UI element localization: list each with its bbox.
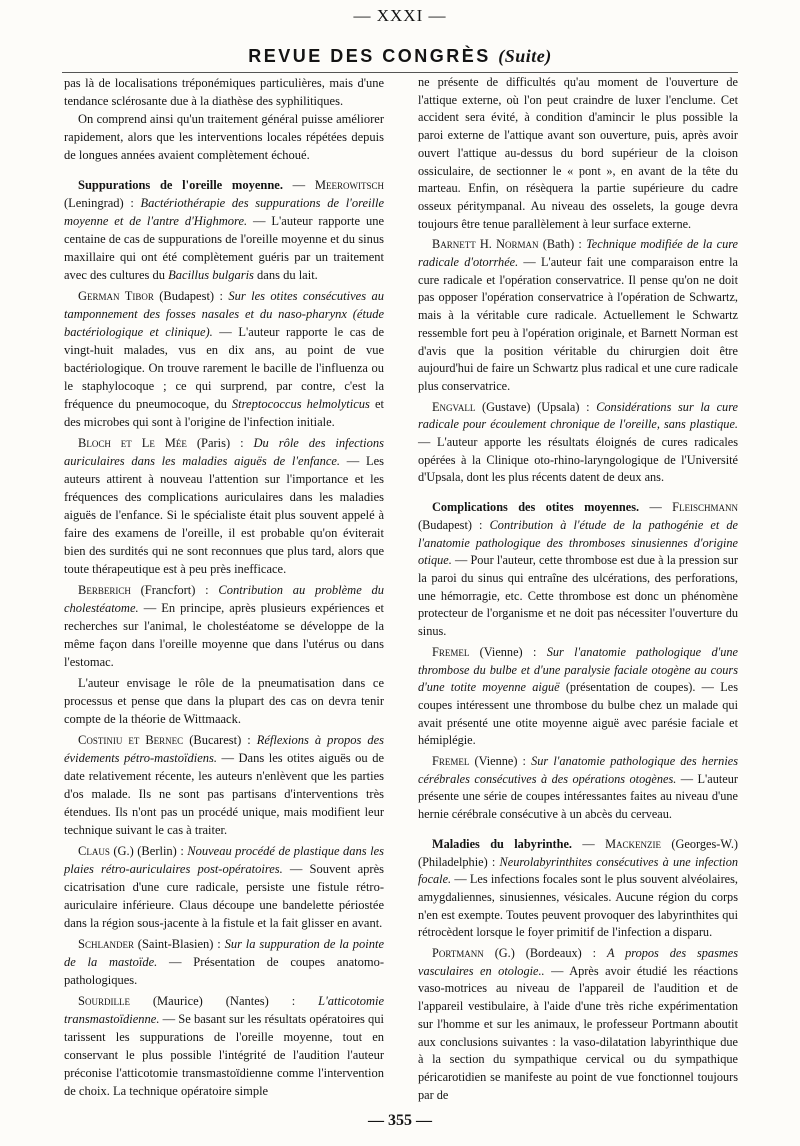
location: (Leningrad) : <box>64 196 141 210</box>
article-title: Sur l'anatomie pathologique d'une thrombose du bulbe et d'une paralysie faciale otogène au cours d'une totite moyenne aiguë <box>418 644 738 695</box>
author: Costiniu et Bernec <box>78 733 184 747</box>
location: (Bucarest) : <box>183 733 257 747</box>
abstract-entry <box>64 731 384 839</box>
abstract-entry <box>418 399 738 488</box>
article-title: Sur l'anatomie pathologique des hernies cérébrales consécutives à des opérations otogènes. <box>418 754 738 786</box>
section-heading: Suppurations de l'oreille moyenne. <box>78 178 283 192</box>
location: (Budapest) : <box>418 517 490 532</box>
page-number: — 355 — <box>368 1112 432 1129</box>
abstract-entry <box>64 842 384 932</box>
author: Schlander <box>78 937 134 951</box>
paragraph: On comprend ainsi qu'un traitement général puisse améliorer rapidement, alors que les interventions locales répétées depuis de longues années avaient complètement échoué. <box>64 112 384 162</box>
location: (Vienne) : <box>469 754 532 769</box>
header-rule <box>62 72 738 73</box>
location: (Francfort) : <box>130 583 219 597</box>
article-title: Neurolabyrinthites consécutives à une infection focale. <box>418 854 738 887</box>
section-number: — XXXI — <box>353 6 447 25</box>
section-heading: Maladies du labyrinthe. <box>432 836 572 851</box>
abstract-body: — Dans les otites aiguës ou de date relativement récente, les auteurs n'enlèvent que les parties d'os malade. Ils ne sont pas partisans d'interventions très étendues. Ils n'ont pas un procédé unique, mais modifient leur technique suivant le cas à traiter. <box>64 751 384 837</box>
article-title: Bactériothérapie des suppurations de l'oreille moyenne et de l'antre d'Highmore. <box>64 196 384 228</box>
page-title-suite: (Suite) <box>498 46 552 66</box>
species-name: Bacillus bulgaris <box>168 268 254 282</box>
abstract-body: — Présentation de coupes anatomo-pathologiques. <box>64 955 384 987</box>
abstract-body: — L'auteur fait une comparaison entre la cure radicale et l'opération conservatrice. Il pense qu'on ne doit pas opposer l'opération conservatrice à l'opération de Schwartz, mais à la véritable cure radicale. Actuellement le Schwartz ressemble fort peu à l'opération originale, et Barnett Norman est d'avis que la position véritable du chirurgien doit être aujourd'hui de faire un Schwartz plus radical et une cure radicale plus conservatrice. <box>418 255 738 393</box>
article-title: Contribution au problème du cholestéatome. <box>64 583 384 615</box>
abstract-entry <box>418 836 738 942</box>
abstract-entry <box>64 581 384 671</box>
location: (Budapest) : <box>153 289 229 303</box>
abstract-entry <box>418 753 738 824</box>
page-title-text: REVUE DES CONGRÈS <box>248 46 491 66</box>
abstract-body: — Les infections focales sont le plus souvent alvéolaires, amygdaliennes, sinusiennes, vésicales. Aucune région du corps n'en est exempte. Toutes peuvent provoquer des labyrinthites qui rétrocèdent lorsque le foyer primitif de l'infection a disparu. <box>418 872 738 940</box>
author: Engvall <box>432 399 476 414</box>
abstract-body-end: dans du lait. <box>253 268 318 282</box>
location: (Gustave) (Upsala) : <box>475 399 597 414</box>
location: (Bath) : <box>538 237 587 252</box>
abstract-body: — L'auteur rapporte le cas de vingt-huit malades, vus en dix ans, au point de vue bactériologique. On trouve rarement le bacille de l'influenza ou le staphylocoque ; ce qui surprend, par contre, c'est la fréquence du pneumocoque, du <box>64 325 384 411</box>
location: (Vienne) : <box>469 644 547 659</box>
abstract-body: — Les auteurs attirent à nouveau l'attention sur l'importance et les fréquences des complications auriculaires dans les maladies aiguës de l'enfance. Si le spécialiste était plus souvent appelé à faire des examens de l'oreille, il est probable qu'on éviterait bien des surdités qui ne sont reconnues que plus tard, alors que toute thérapeutique est à peu près inefficace. <box>64 454 384 576</box>
author: Fremel <box>432 754 470 769</box>
abstract-entry <box>64 287 384 431</box>
abstract-entry <box>64 935 384 989</box>
author: Sourdille <box>78 994 130 1008</box>
abstract-entry <box>64 434 384 578</box>
abstract-body: — L'auteur apporte les résultats éloignés de cures radicales opérées à la Clinique oto-rhino-laryngologique de l'Université d'Upsala, dont les plus récents datent de deux ans. <box>418 435 738 485</box>
abstract-entry <box>418 499 738 641</box>
article-title: Nouveau procédé de plastique dans les plaies rétro-auriculaires post-opératoires. <box>64 844 384 876</box>
article-title: A propos des spasmes vasculaires en otologie.. <box>418 946 738 978</box>
abstract-body: — L'auteur présente une série de coupes intéressantes faites au niveau d'une hernie cérébrale consécutive à un abcès du cerveau. <box>418 771 738 822</box>
dash: — <box>572 836 606 851</box>
abstract-entry <box>418 945 738 1104</box>
author: Mackenzie <box>605 836 662 851</box>
article-title: Sur la suppuration de la pointe de la mastoïde. <box>64 937 385 969</box>
abstract-body: — L'auteur rapporte une centaine de cas de suppurations de l'oreille moyenne et du sinus maxillaire qui ont été complètement guéris par un traitement avec des cultures du <box>64 214 384 282</box>
abstract-body-end: et des microbes qui sont à l'origine de l'infection initiale. <box>64 397 384 429</box>
dash: — <box>639 500 673 515</box>
abstract-body: — Se basant sur les résultats opératoires qui tarissent les suppurations de l'oreille moyenne, tout en conservant le plus possible l'intégrité de l'audition l'auteur préconise l'atticotomie transmastoïdienne comme l'intervention de choix. La technique opératoire simple <box>64 1012 384 1098</box>
article-title: Considérations sur la cure radicale pour écoulement chronique de l'oreille, sans plastique. <box>418 399 738 432</box>
location: (Berlin) : <box>133 844 188 858</box>
author: Claus (G.) <box>78 844 134 858</box>
abstract-body: — Souvent après cicatrisation d'une cure radicale, persiste une fistule rétro-auriculaire inférieure. Claus découpe une bandelette périostée dans la région sous-jacente à la fistule et la fait glisser en avant. <box>64 862 384 930</box>
location: (Maurice) (Nantes) : <box>129 994 319 1008</box>
abstract-entry <box>418 644 738 750</box>
location: (Georges-W.) (Philadelphie) : <box>418 836 738 869</box>
paragraph: pas là de localisations tréponémiques particulières, mais d'une tendance sclérosante due à la diathèse des syphilitiques. <box>64 76 384 108</box>
author: German Tibor <box>78 289 154 303</box>
right-column <box>418 74 738 1104</box>
article-title: Technique modifiée de la cure radicale d'otorrhée. <box>418 237 738 270</box>
dash: — <box>282 178 315 192</box>
abstract-body: — Pour l'auteur, cette thrombose est due à la pression sur la paroi du sinus qui entraîne des ulcérations, des perforations, une hémorragie, etc. Cette thrombose est donc un phénomène protecteur de l'organisme et ne doit pas nécessiter l'ouverture du sinus. <box>418 553 738 639</box>
author: Barnett H. Norman <box>432 237 539 252</box>
left-column <box>64 74 384 1100</box>
abstract-entry <box>64 176 384 284</box>
author: Fremel <box>432 644 470 659</box>
abstract-body: — Après avoir étudié les réactions vaso-motrices au niveau de l'appareil de l'audition et de l'appareil vestibulaire, à l'aide d'une très riche expérimentation sur l'homme et sur les animaux, le professeur Portmann aboutit aux conclusions suivantes : la vaso-dilatation labyrinthique due à la section du sympathique cervical ou du sympathique péricarotidien se manifeste au point de vue fonctionnel toujours par de <box>418 963 738 1102</box>
location: (Paris) : <box>186 436 254 450</box>
abstract-entry <box>418 236 738 395</box>
author: Fleischmann <box>672 500 738 515</box>
paragraph: L'auteur envisage le rôle de la pneumatisation dans ce processus et pense que dans la plupart des cas on devra tenir compte de la théorie de Wittmaack. <box>64 676 384 726</box>
abstract-body: (présentation de coupes). — Les coupes intéressent une thrombose du bulbe chez un malade qui avait présenté une otite moyenne aiguë avec parésie faciale et hémiplégie. <box>418 680 738 748</box>
article-title: Sur les otites consécutives au tamponnement des fosses nasales et du naso-pharynx (étude bactériologique et clinique). <box>64 289 384 339</box>
article-title: L'atticotomie transmastoïdienne. <box>64 994 384 1026</box>
species-name: Streptococcus helmolyticus <box>231 397 370 411</box>
abstract-body: — En principe, après plusieurs expériences et recherches sur l'animal, le cholestéatome se développe de la même façon dans l'oreille moyenne que dans l'utérus ou dans l'estomac. <box>64 601 384 669</box>
author: Bloch et Le Mée <box>78 436 187 450</box>
section-heading: Complications des otites moyennes. <box>432 500 640 515</box>
page-title <box>0 46 800 67</box>
author: Berberich <box>78 583 131 597</box>
author: Meerowitsch <box>314 178 384 192</box>
paragraph: ne présente de difficultés qu'au moment de l'ouverture de l'attique externe, où l'on peut craindre de luxer l'enclume. Cet accident sera évité, à condition d'amincir le plus possible la paroi externe de l'attique avant son ouverture, puis, après avoir ouvert l'attique au-dessus du bord supérieur de la cloison ossiculaire, de sectionner le « pont », en avant de la tête du marteau. Enfin, on résèquera la partie supérieure du cadre osseux péritympanal. Au niveau des osselets, la gouge devra toujours être tenue parallèlement à leur surface externe. <box>418 75 738 231</box>
location: (Bordeaux) : <box>514 946 607 961</box>
abstract-entry <box>64 992 384 1100</box>
article-title: Contribution à l'étude de la pathogénie et de l'anatomie pathologique des thromboses sinusiennes d'origine otique. <box>418 517 738 568</box>
author: Portmann (G.) <box>432 946 515 961</box>
article-title: Du rôle des infections auriculaires dans les maladies aiguës de l'enfance. <box>64 436 384 468</box>
location: (Saint-Blasien) : <box>133 937 225 951</box>
article-title: Réflexions à propos des évidements pétro-mastoïdiens. <box>64 733 385 765</box>
